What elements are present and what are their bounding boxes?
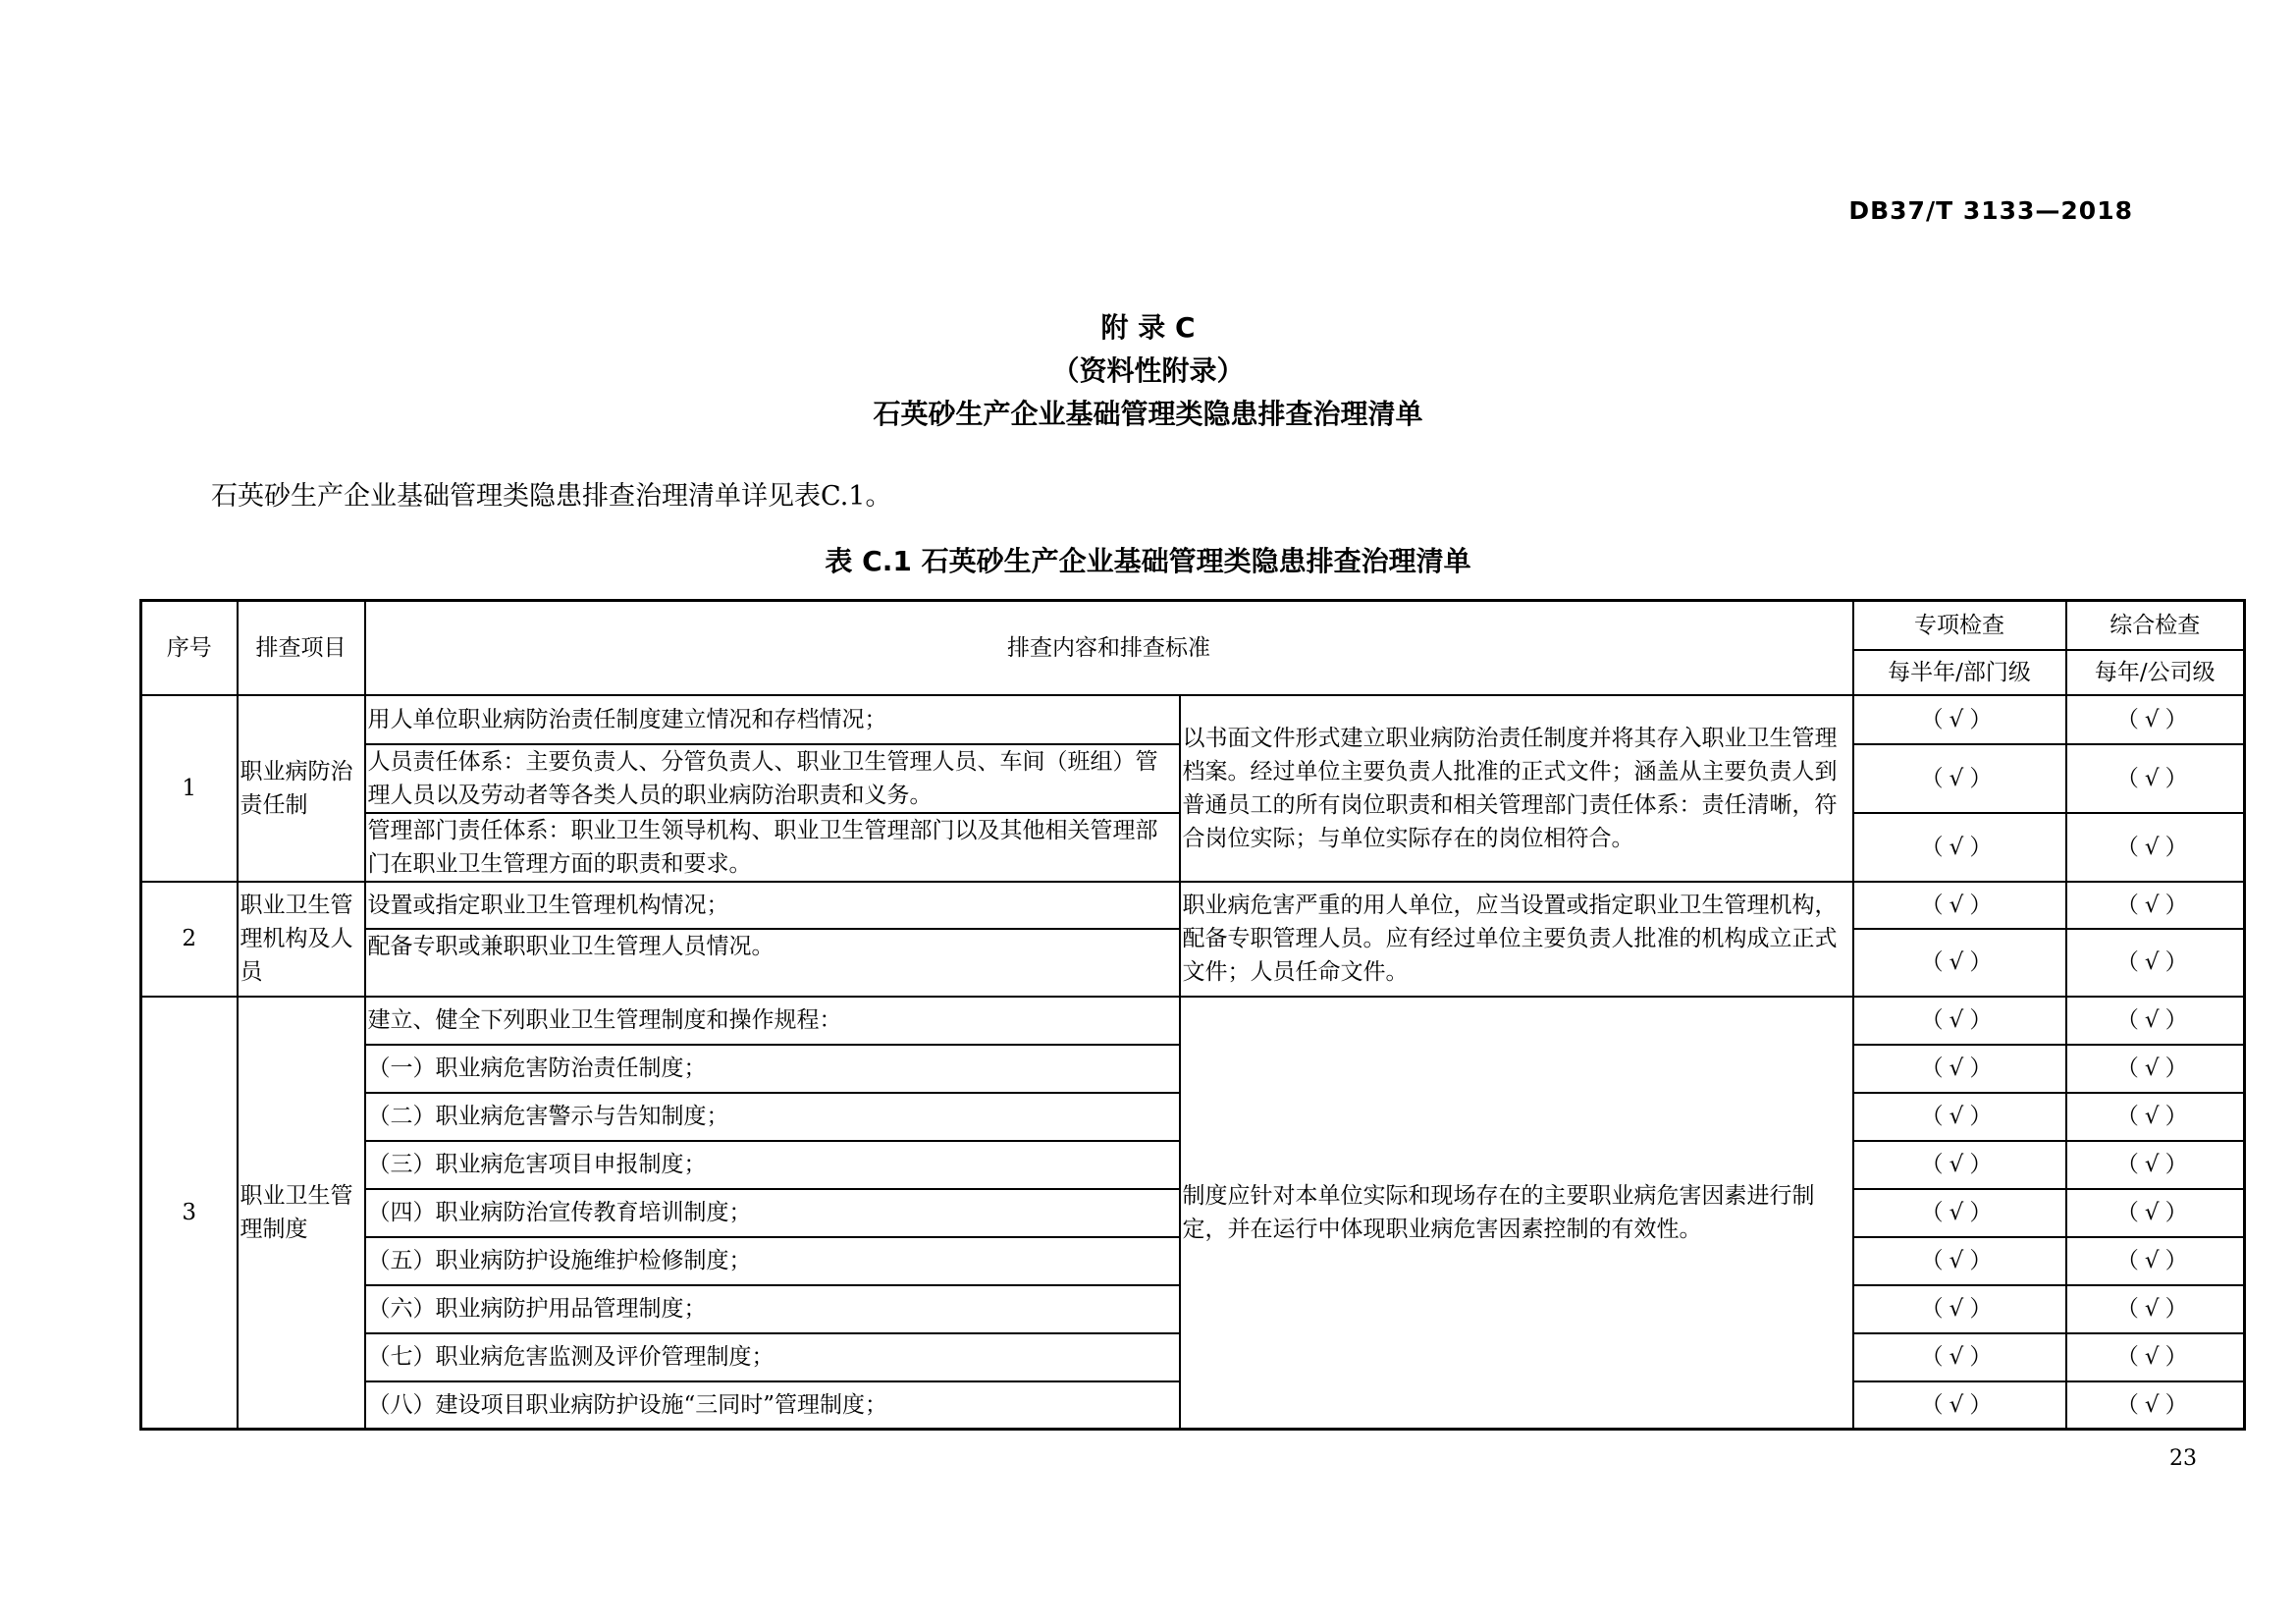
header-row: [141, 601, 2245, 650]
header-general-check: 综合检查: [2066, 601, 2245, 650]
row-content: （七）职业病危害监测及评价管理制度；: [365, 1333, 1180, 1381]
special-check-mark: （√）: [1853, 1093, 2066, 1141]
row-content: 建立、健全下列职业卫生管理制度和操作规程：: [365, 997, 1180, 1045]
special-check-mark: （√）: [1853, 744, 2066, 813]
header-special-check: 专项检查: [1853, 601, 2066, 650]
table-row: [141, 882, 2245, 929]
general-check-mark: （√）: [2066, 695, 2245, 744]
header-item: 排查项目: [238, 601, 365, 695]
document-number: DB37/T 3133—2018: [1848, 196, 2133, 225]
appendix-subtitle: （资料性附录）: [1051, 354, 1245, 387]
checklist-table: [139, 599, 2246, 1431]
row-standard: 职业病危害严重的用人单位，应当设置或指定职业卫生管理机构，配备专职管理人员。应有经过单位主要负责人批准的机构成立正式文件；人员任命文件。: [1180, 882, 1853, 997]
special-check-mark: （√）: [1853, 1285, 2066, 1333]
row-seq: 1: [141, 695, 238, 882]
general-check-mark: （√）: [2066, 1093, 2245, 1141]
general-check-mark: （√）: [2066, 1141, 2245, 1189]
special-check-mark: （√）: [1853, 695, 2066, 744]
row-standard: 以书面文件形式建立职业病防治责任制度并将其存入职业卫生管理档案。经过单位主要负责人批准的正式文件；涵盖从主要负责人到普通员工的所有岗位职责和相关管理部门责任体系：责任清晰，符合岗位实际；与单位实际存在的岗位相符合。: [1180, 695, 1853, 882]
special-check-mark: （√）: [1853, 997, 2066, 1045]
general-check-mark: （√）: [2066, 1285, 2245, 1333]
general-check-mark: （√）: [2066, 882, 2245, 929]
table-caption: 表 C.1 石英砂生产企业基础管理类隐患排查治理清单: [825, 545, 1471, 577]
row-content: 用人单位职业病防治责任制度建立情况和存档情况；: [365, 695, 1180, 744]
row-item: 职业卫生管理制度: [238, 997, 365, 1430]
row-item: 职业病防治责任制: [238, 695, 365, 882]
table-row: [141, 997, 2245, 1045]
general-check-mark: （√）: [2066, 1189, 2245, 1237]
row-content: 配备专职或兼职职业卫生管理人员情况。: [365, 929, 1180, 997]
header-special-frequency: 每半年/部门级: [1853, 650, 2066, 695]
row-content: （三）职业病危害项目申报制度；: [365, 1141, 1180, 1189]
row-content: （二）职业病危害警示与告知制度；: [365, 1093, 1180, 1141]
row-seq: 3: [141, 997, 238, 1430]
general-check-mark: （√）: [2066, 997, 2245, 1045]
special-check-mark: （√）: [1853, 1381, 2066, 1430]
general-check-mark: （√）: [2066, 1333, 2245, 1381]
general-check-mark: （√）: [2066, 813, 2245, 882]
special-check-mark: （√）: [1853, 1189, 2066, 1237]
special-check-mark: （√）: [1853, 1237, 2066, 1285]
row-standard: 制度应针对本单位实际和现场存在的主要职业病危害因素进行制定，并在运行中体现职业病危害因素控制的有效性。: [1180, 997, 1853, 1430]
table-row: [141, 695, 2245, 744]
row-content: 设置或指定职业卫生管理机构情况；: [365, 882, 1180, 929]
header-seq: 序号: [141, 601, 238, 695]
row-content: 管理部门责任体系：职业卫生领导机构、职业卫生管理部门以及其他相关管理部门在职业卫生管理方面的职责和要求。: [365, 813, 1180, 882]
header-general-frequency: 每年/公司级: [2066, 650, 2245, 695]
row-content: （六）职业病防护用品管理制度；: [365, 1285, 1180, 1333]
row-seq: 2: [141, 882, 238, 997]
general-check-mark: （√）: [2066, 1381, 2245, 1430]
general-check-mark: （√）: [2066, 1045, 2245, 1093]
appendix-name: 石英砂生产企业基础管理类隐患排查治理清单: [873, 398, 1423, 430]
general-check-mark: （√）: [2066, 929, 2245, 997]
special-check-mark: （√）: [1853, 813, 2066, 882]
row-content: （一）职业病危害防治责任制度；: [365, 1045, 1180, 1093]
header-content: 排查内容和排查标准: [365, 601, 1853, 695]
special-check-mark: （√）: [1853, 1333, 2066, 1381]
row-content: （五）职业病防护设施维护检修制度；: [365, 1237, 1180, 1285]
special-check-mark: （√）: [1853, 1045, 2066, 1093]
special-check-mark: （√）: [1853, 929, 2066, 997]
row-content: （四）职业病防治宣传教育培训制度；: [365, 1189, 1180, 1237]
row-content: （八）建设项目职业病防护设施“三同时”管理制度；: [365, 1381, 1180, 1430]
row-item: 职业卫生管理机构及人员: [238, 882, 365, 997]
special-check-mark: （√）: [1853, 882, 2066, 929]
row-content: 人员责任体系：主要负责人、分管负责人、职业卫生管理人员、车间（班组）管理人员以及劳动者等各类人员的职业病防治职责和义务。: [365, 744, 1180, 813]
appendix-title: 附 录 C: [1100, 311, 1196, 344]
special-check-mark: （√）: [1853, 1141, 2066, 1189]
page-number: 23: [2169, 1446, 2197, 1471]
intro-paragraph: 石英砂生产企业基础管理类隐患排查治理清单详见表C.1。: [211, 481, 892, 512]
general-check-mark: （√）: [2066, 744, 2245, 813]
general-check-mark: （√）: [2066, 1237, 2245, 1285]
